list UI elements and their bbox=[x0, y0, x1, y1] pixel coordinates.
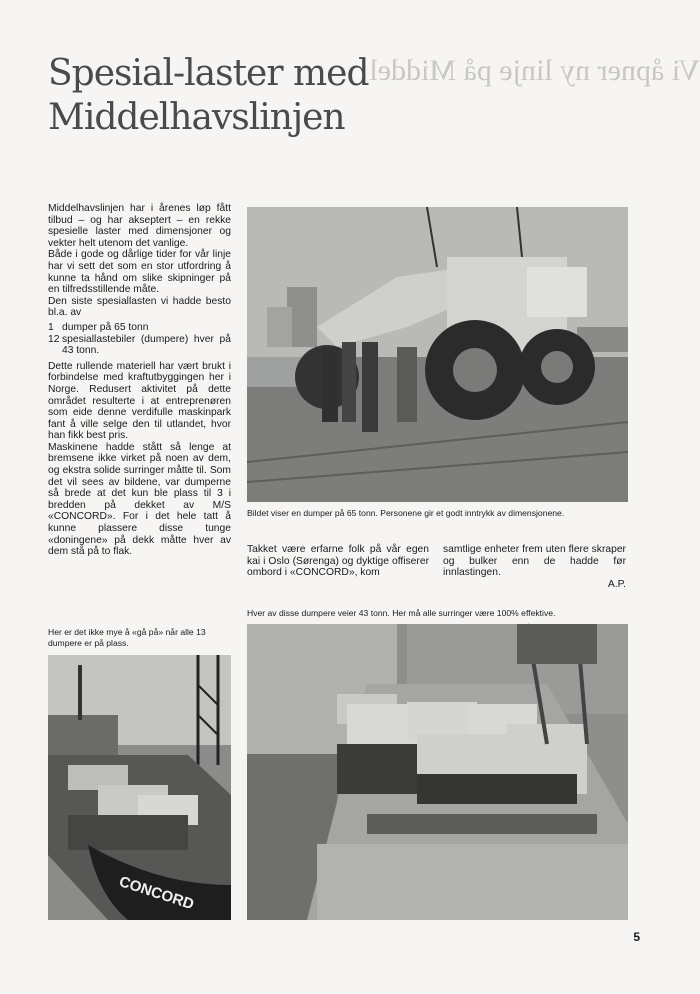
list-item-text: spesiallastebiler (dumpere) hver på 43 tonn. bbox=[62, 333, 231, 357]
signature: A.P. bbox=[607, 578, 626, 590]
bleed-through-text: Vi åpner ny linje på Middel bbox=[369, 54, 700, 87]
middle-paragraph-right: samtlige enheter frem uten flere skraper og bulker enn de hadde før innlastingen. bbox=[443, 544, 626, 579]
title-line-1: Spesial-laster med bbox=[48, 53, 369, 94]
photo-ship-graphic bbox=[48, 655, 231, 920]
photo-2-caption: Her er det ikke mye å «gå på» når alle 13 dumpere er på plass. bbox=[48, 627, 206, 648]
list-item-text: dumper på 65 tonn bbox=[62, 321, 149, 333]
middle-text-left bbox=[247, 544, 429, 579]
intro-paragraph-2: Både i gode og dårlige tider for vår linje har vi sett det som en stor utfordring å kunne ta hånd om slike skipninger på en tilfredsstillende måte. bbox=[48, 249, 231, 296]
photo-1-caption: Bildet viser en dumper på 65 tonn. Personene gir et godt inntrykk av dimensjonene. bbox=[247, 508, 565, 518]
page-title bbox=[48, 52, 369, 140]
list-item-number: 12 bbox=[48, 333, 60, 345]
photo-dumper-graphic bbox=[247, 207, 628, 502]
intro-paragraph-3: Den siste spesiallasten vi hadde besto bl.a. av bbox=[48, 295, 231, 319]
photo-dumpers-on-deck bbox=[247, 624, 628, 920]
list-item-number: 1 bbox=[48, 321, 54, 333]
intro-paragraph-4: Dette rullende materiell har vært brukt i forbindelse med kraftutbyggingen her i Norge. Redusert aktivitet på dette området resulterte i at entreprenøren som eide denne verdifulle maskinpark fant å ville selge den til utlandet, hvor han fikk best pris. bbox=[48, 360, 231, 442]
photo-concord-ship bbox=[48, 655, 231, 920]
list-item bbox=[48, 334, 231, 357]
intro-paragraph-5: Maskinene hadde stått så lenge at bremsene ikke virket på noen av dem, og ekstra solide surringer måtte til. Som det vil sees av bildene, var dumperne så brede at det kun ble plass til 3 i bredden på dekket av M/S «CONCORD». For i det hele tatt å kunne plassere disse tunge «doningene» på dekk måtte hver av dem stå på to flak. bbox=[48, 441, 231, 558]
middle-text-right bbox=[443, 544, 626, 590]
cargo-list bbox=[48, 322, 231, 357]
intro-paragraph-1: Middelhavslinjen har i årenes løp fått tilbud – og har akseptert – en rekke spesielle laster med dimensjoner og vekter helt utenom det vanlige. bbox=[48, 203, 231, 249]
photo-dumper-65-tonn bbox=[247, 207, 628, 502]
list-item bbox=[48, 322, 231, 334]
page-number: 5 bbox=[633, 930, 640, 944]
middle-paragraph-left: Takket være erfarne folk på vår egen kai i Oslo (Sørenga) og dyktige offiserer ombord i «CONCORD», kom bbox=[247, 544, 429, 579]
photo-3-caption: Hver av disse dumpere veier 43 tonn. Her må alle surringer være 100% effektive. bbox=[247, 608, 556, 618]
ship-name-on-hull: CONCORD bbox=[116, 873, 196, 914]
photo-deck-graphic bbox=[247, 624, 628, 920]
title-line-2: Middelhavslinjen bbox=[48, 97, 345, 138]
intro-column bbox=[48, 203, 231, 558]
